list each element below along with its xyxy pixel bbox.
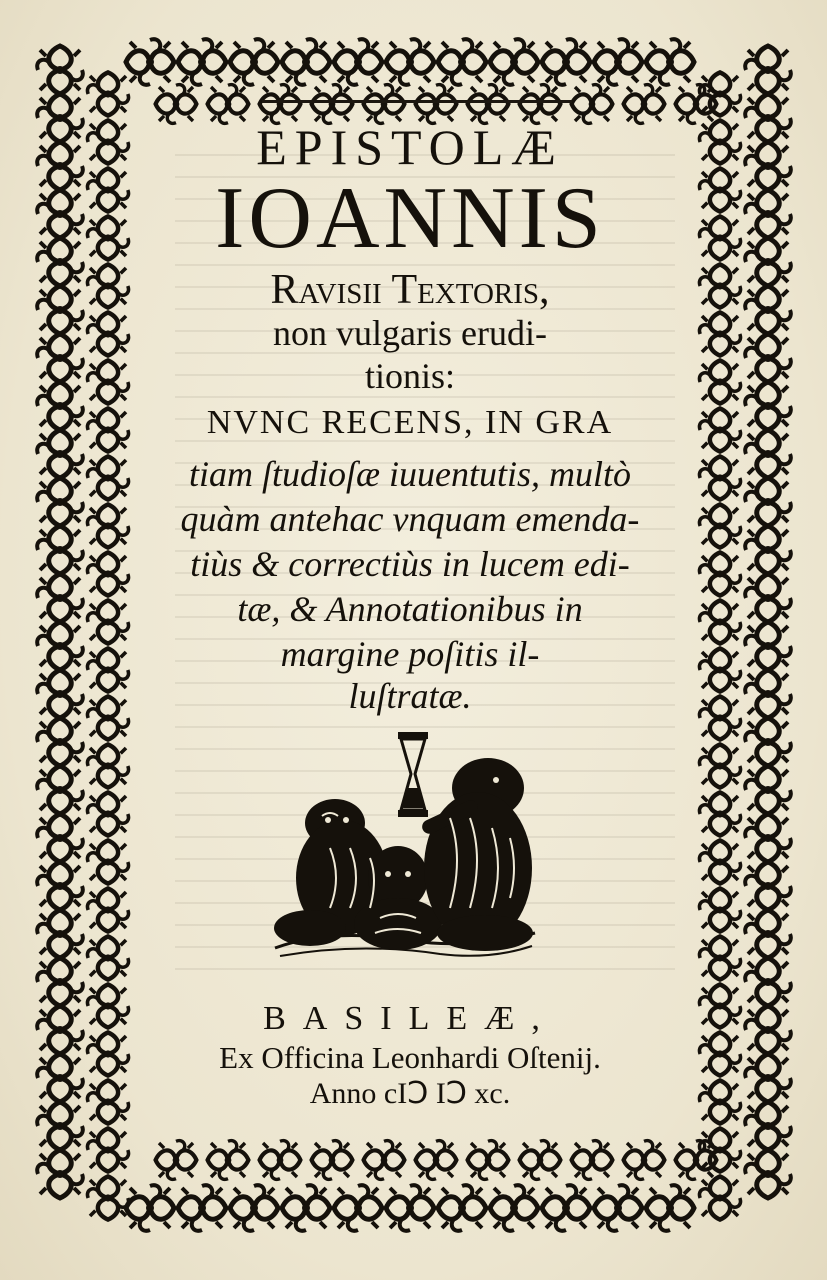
border-ornament [745,46,791,94]
description-line: tiùs & correctiùs in lucem edi- [190,544,630,584]
border-ornament [699,168,740,211]
border-ornament [745,142,791,190]
border-ornament [745,910,791,958]
border-ornament [699,696,740,739]
border-ornament [699,120,740,163]
border-ornament [386,39,434,85]
border-ornament [745,670,791,718]
border-ornament [87,264,128,307]
border-ornament [334,1185,382,1231]
border-ornament [745,190,791,238]
top-rule [262,100,572,103]
border-ornament [126,1185,174,1231]
border-ornament [87,1080,128,1123]
border-ornament [312,1141,353,1180]
border-ornament [37,766,83,814]
border-ornament [699,1176,740,1219]
border-ornament [699,552,740,595]
border-ornament [156,1141,197,1180]
border-ornament [542,1185,590,1231]
border-ornament [745,478,791,526]
border-ornament [699,792,740,835]
description-line: quàm antehac vnquam emenda- [180,499,640,539]
border-ornament [745,862,791,910]
border-ornament [594,1185,642,1231]
border-ornament [37,1102,83,1150]
border-ornament [745,94,791,142]
description-line: tæ, & Annotationibus in [237,589,583,629]
border-ornament [260,1141,301,1180]
title-line-ioannis: IOANNIS [215,170,605,267]
border-ornament [699,840,740,883]
border-ornament [745,958,791,1006]
border-ornament [438,1185,486,1231]
border-ornament [87,120,128,163]
border-ornament [745,238,791,286]
border-ornament [178,39,226,85]
border-ornament [699,216,740,259]
imprint-printer: Ex Officina Leonhardi Oſtenij. [219,1040,601,1075]
border-ornament [646,1185,694,1231]
border-ornament [37,1006,83,1054]
border-ornament [126,39,174,85]
border-ornament [699,504,740,547]
border-ornament [699,1080,740,1123]
border-ornament [745,526,791,574]
border-ornament [37,574,83,622]
subtitle-line: non vulgaris erudi- [273,313,547,353]
border-ornament [37,526,83,574]
border-ornament [282,1185,330,1231]
border-ornament [230,39,278,85]
border-ornament [87,984,128,1027]
border-ornament [745,622,791,670]
border-ornament [37,814,83,862]
border-ornament [87,168,128,211]
border-ornament [87,744,128,787]
imprint-year: Anno cIↃ IↃ xc. [309,1077,511,1110]
border-ornament [490,1185,538,1231]
border-ornament [87,840,128,883]
border-ornament [37,958,83,1006]
border-ornament [37,334,83,382]
border-ornament [624,1141,665,1180]
border-ornament [282,39,330,85]
border-ornament [745,382,791,430]
border-ornament [745,286,791,334]
border-ornament [37,1150,83,1198]
border-ornament [699,744,740,787]
subtitle-line: tionis: [364,356,456,396]
border-ornament [745,1054,791,1102]
border-ornament [37,238,83,286]
border-ornament [699,312,740,355]
border-ornament [745,718,791,766]
border-ornament [699,648,740,691]
border-ornament [87,648,128,691]
printers-device-woodcut [270,728,540,968]
border-ornament [37,622,83,670]
border-ornament [699,600,740,643]
border-ornament [178,1185,226,1231]
border-ornament [745,1102,791,1150]
border-ornament [87,552,128,595]
border-ornament [364,1141,405,1180]
border-ornament [745,334,791,382]
border-ornament [87,936,128,979]
imprint-city: BASILEÆ, [263,1000,557,1037]
border-ornament [745,814,791,862]
border-ornament [699,888,740,931]
border-ornament [37,718,83,766]
border-ornament [37,142,83,190]
description-line: luſtratæ. [348,676,472,716]
border-ornament [699,984,740,1027]
border-ornament [438,39,486,85]
border-ornament [699,408,740,451]
border-ornament [87,72,128,115]
border-ornament [87,696,128,739]
border-ornament [520,1141,561,1180]
border-ornament [699,456,740,499]
border-ornament [87,312,128,355]
border-ornament [37,1054,83,1102]
border-ornament [87,1176,128,1219]
border-ornament [87,456,128,499]
border-ornament [87,600,128,643]
border-ornament [87,1032,128,1075]
border-ornament [208,1141,249,1180]
border-ornament [37,190,83,238]
border-ornament [37,430,83,478]
border-ornament [87,408,128,451]
border-ornament [37,382,83,430]
border-ornament [699,936,740,979]
border-ornament [37,670,83,718]
border-ornament [572,1141,613,1180]
border-ornament [416,1141,457,1180]
border-ornament [87,360,128,403]
border-ornament [230,1185,278,1231]
border-ornament [334,39,382,85]
border-ornament [468,1141,509,1180]
border-ornament [646,39,694,85]
border-ornament [37,46,83,94]
border-ornament [745,430,791,478]
author-name-line: Ravisii Textoris, [270,267,550,313]
border-ornament [745,766,791,814]
border-ornament [490,39,538,85]
border-ornament [37,94,83,142]
border-ornament [699,360,740,403]
border-ornament [37,286,83,334]
description-line: tiam ſtudioſæ iuuentutis, multò [188,454,632,494]
border-ornament [699,1032,740,1075]
description-line: margine poſitis il- [280,634,540,674]
border-ornament [37,910,83,958]
border-ornament [745,574,791,622]
border-ornament [699,264,740,307]
border-ornament [745,1150,791,1198]
border-ornament [37,862,83,910]
border-ornament [87,504,128,547]
border-ornament [87,888,128,931]
border-ornament [87,216,128,259]
border-ornament [745,1006,791,1054]
border-ornament [386,1185,434,1231]
border-ornament [37,478,83,526]
description-line: NVNC RECENS, IN GRA [206,404,614,441]
border-ornament [87,792,128,835]
border-ornament [87,1128,128,1171]
title-line-epistolae: EPISTOLÆ [256,119,564,175]
border-ornament [594,39,642,85]
border-ornament [542,39,590,85]
